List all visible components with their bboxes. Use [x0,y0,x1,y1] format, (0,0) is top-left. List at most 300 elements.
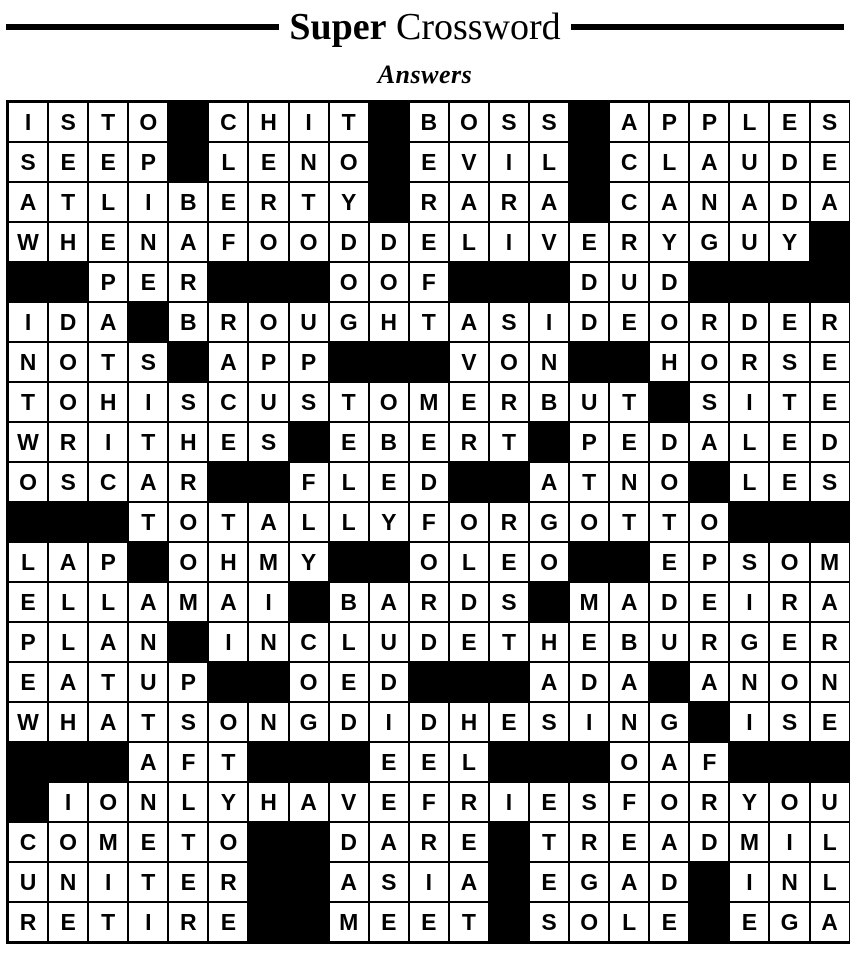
crossword-letter-cell: O [769,782,809,822]
crossword-letter-cell: A [449,302,489,342]
crossword-letter-cell: S [489,582,529,622]
crossword-block-cell [289,262,329,302]
title-text [289,7,560,47]
crossword-block-cell [489,742,529,782]
crossword-letter-cell: D [649,262,689,302]
title-rule-left [6,24,279,30]
crossword-letter-cell: O [289,222,329,262]
crossword-letter-cell: T [409,302,449,342]
crossword-block-cell [8,262,49,302]
crossword-letter-cell: U [369,622,409,662]
crossword-letter-cell: I [248,582,288,622]
crossword-letter-cell: G [289,702,329,742]
crossword-letter-cell: N [810,662,850,702]
crossword-letter-cell: D [329,702,369,742]
crossword-letter-cell: A [369,822,409,862]
crossword-letter-cell: G [649,702,689,742]
crossword-letter-cell: O [48,342,88,382]
title-rule-right [571,24,844,30]
crossword-letter-cell: I [729,582,769,622]
crossword-letter-cell: O [8,462,49,502]
crossword-block-cell [529,422,569,462]
crossword-letter-cell: D [329,822,369,862]
crossword-letter-cell: G [529,502,569,542]
crossword-letter-cell: N [529,342,569,382]
crossword-letter-cell: U [729,222,769,262]
crossword-letter-cell: R [489,502,529,542]
crossword-letter-cell: F [208,222,248,262]
crossword-letter-cell: S [569,782,609,822]
crossword-letter-cell: M [729,822,769,862]
crossword-letter-cell: L [208,142,248,182]
crossword-letter-cell: I [569,702,609,742]
crossword-block-cell [810,742,850,782]
crossword-row [8,422,850,462]
crossword-letter-cell: E [8,582,49,622]
crossword-letter-cell: A [810,182,850,222]
title-word-crossword: Crossword [386,6,561,48]
crossword-letter-cell: B [329,582,369,622]
crossword-letter-cell: Y [769,222,809,262]
crossword-letter-cell: D [369,662,409,702]
crossword-letter-cell: C [289,622,329,662]
crossword-block-cell [689,902,729,943]
crossword-letter-cell: S [689,382,729,422]
crossword-block-cell [8,502,49,542]
crossword-letter-cell: E [569,622,609,662]
crossword-letter-cell: A [649,742,689,782]
crossword-letter-cell: T [329,102,369,143]
crossword-letter-cell: L [329,462,369,502]
crossword-letter-cell: D [769,182,809,222]
crossword-letter-cell: T [128,702,168,742]
crossword-letter-cell: A [88,302,128,342]
crossword-letter-cell: D [569,262,609,302]
crossword-letter-cell: E [810,342,850,382]
crossword-letter-cell: D [729,302,769,342]
crossword-letter-cell: C [609,182,649,222]
crossword-block-cell [208,662,248,702]
crossword-letter-cell: A [369,582,409,622]
crossword-block-cell [8,782,49,822]
crossword-block-cell [168,142,208,182]
crossword-letter-cell: O [489,342,529,382]
crossword-letter-cell: S [769,702,809,742]
crossword-block-cell [8,742,49,782]
crossword-block-cell [569,342,609,382]
crossword-letter-cell: R [48,422,88,462]
crossword-letter-cell: E [409,902,449,943]
crossword-letter-cell: N [609,702,649,742]
crossword-row [8,462,850,502]
crossword-letter-cell: L [48,582,88,622]
crossword-letter-cell: T [329,382,369,422]
crossword-letter-cell: T [128,502,168,542]
crossword-block-cell [168,342,208,382]
crossword-block-cell [769,262,809,302]
crossword-block-cell [248,462,288,502]
crossword-letter-cell: E [609,422,649,462]
crossword-block-cell [168,102,208,143]
crossword-letter-cell: O [369,262,409,302]
crossword-letter-cell: I [489,142,529,182]
crossword-letter-cell: L [168,782,208,822]
crossword-letter-cell: E [168,862,208,902]
crossword-letter-cell: E [88,222,128,262]
crossword-letter-cell: I [409,862,449,902]
crossword-letter-cell: R [449,782,489,822]
crossword-letter-cell: H [649,342,689,382]
crossword-letter-cell: E [329,662,369,702]
crossword-block-cell [729,502,769,542]
crossword-letter-cell: S [529,702,569,742]
crossword-letter-cell: G [689,222,729,262]
crossword-letter-cell: N [689,182,729,222]
crossword-letter-cell: L [329,622,369,662]
crossword-block-cell [569,542,609,582]
crossword-letter-cell: M [329,902,369,943]
crossword-letter-cell: N [48,862,88,902]
crossword-letter-cell: P [88,262,128,302]
crossword-letter-cell: E [329,422,369,462]
crossword-letter-cell: L [449,222,489,262]
crossword-letter-cell: S [168,382,208,422]
crossword-letter-cell: E [48,902,88,943]
crossword-letter-cell: A [8,182,49,222]
crossword-letter-cell: E [409,422,449,462]
crossword-block-cell [248,662,288,702]
crossword-letter-cell: D [769,142,809,182]
crossword-letter-cell: P [88,542,128,582]
crossword-grid [6,100,850,944]
crossword-letter-cell: D [569,302,609,342]
crossword-letter-cell: L [8,542,49,582]
crossword-letter-cell: T [88,662,128,702]
crossword-letter-cell: R [168,902,208,943]
crossword-letter-cell: P [649,102,689,143]
crossword-letter-cell: R [208,302,248,342]
crossword-letter-cell: A [208,582,248,622]
crossword-letter-cell: E [689,582,729,622]
crossword-row [8,902,850,943]
crossword-letter-cell: O [248,302,288,342]
crossword-letter-cell: A [128,462,168,502]
crossword-letter-cell: C [208,382,248,422]
crossword-letter-cell: V [449,342,489,382]
crossword-letter-cell: H [248,782,288,822]
crossword-letter-cell: M [168,582,208,622]
crossword-letter-cell: E [769,422,809,462]
crossword-letter-cell: T [208,742,248,782]
crossword-letter-cell: I [128,902,168,943]
crossword-letter-cell: I [128,382,168,422]
crossword-letter-cell: C [88,462,128,502]
crossword-letter-cell: S [769,342,809,382]
crossword-letter-cell: D [689,822,729,862]
crossword-letter-cell: O [289,662,329,702]
crossword-letter-cell: L [729,422,769,462]
crossword-letter-cell: P [168,662,208,702]
crossword-letter-cell: E [489,702,529,742]
crossword-letter-cell: D [369,222,409,262]
crossword-letter-cell: P [569,422,609,462]
crossword-letter-cell: N [609,462,649,502]
crossword-letter-cell: F [689,742,729,782]
crossword-letter-cell: E [769,302,809,342]
crossword-block-cell [729,742,769,782]
crossword-letter-cell: C [8,822,49,862]
crossword-block-cell [329,542,369,582]
crossword-letter-cell: O [529,542,569,582]
crossword-letter-cell: L [88,182,128,222]
crossword-letter-cell: P [289,342,329,382]
crossword-block-cell [489,902,529,943]
crossword-letter-cell: T [88,102,128,143]
crossword-letter-cell: T [88,902,128,943]
crossword-letter-cell: G [329,302,369,342]
crossword-letter-cell: E [128,822,168,862]
crossword-letter-cell: E [208,422,248,462]
crossword-letter-cell: E [88,142,128,182]
crossword-letter-cell: A [649,822,689,862]
crossword-letter-cell: I [729,862,769,902]
crossword-letter-cell: W [8,702,49,742]
crossword-letter-cell: I [489,222,529,262]
crossword-block-cell [369,542,409,582]
crossword-row [8,502,850,542]
crossword-block-cell [369,142,409,182]
crossword-letter-cell: T [48,182,88,222]
crossword-letter-cell: E [810,142,850,182]
crossword-letter-cell: E [649,902,689,943]
crossword-letter-cell: A [48,662,88,702]
crossword-letter-cell: A [689,662,729,702]
crossword-block-cell [529,582,569,622]
crossword-block-cell [329,742,369,782]
crossword-row [8,342,850,382]
crossword-letter-cell: H [248,102,288,143]
crossword-letter-cell: O [208,822,248,862]
crossword-block-cell [489,822,529,862]
crossword-letter-cell: R [409,822,449,862]
crossword-block-cell [489,462,529,502]
crossword-letter-cell: D [409,702,449,742]
crossword-block-cell [609,342,649,382]
crossword-letter-cell: D [329,222,369,262]
crossword-letter-cell: Y [729,782,769,822]
crossword-letter-cell: I [8,302,49,342]
crossword-letter-cell: H [369,302,409,342]
crossword-row [8,302,850,342]
crossword-letter-cell: B [529,382,569,422]
crossword-block-cell [409,662,449,702]
crossword-letter-cell: R [409,182,449,222]
crossword-block-cell [569,142,609,182]
crossword-grid-body [8,102,850,943]
crossword-letter-cell: O [689,342,729,382]
crossword-letter-cell: E [449,822,489,862]
crossword-letter-cell: M [88,822,128,862]
crossword-letter-cell: T [168,822,208,862]
crossword-letter-cell: A [609,582,649,622]
crossword-block-cell [289,582,329,622]
crossword-letter-cell: H [48,702,88,742]
crossword-letter-cell: I [769,822,809,862]
crossword-letter-cell: T [569,462,609,502]
crossword-letter-cell: T [8,382,49,422]
crossword-letter-cell: O [48,382,88,422]
crossword-letter-cell: A [329,862,369,902]
crossword-letter-cell: T [289,182,329,222]
crossword-block-cell [569,742,609,782]
crossword-letter-cell: I [489,782,529,822]
crossword-letter-cell: R [248,182,288,222]
crossword-letter-cell: O [769,542,809,582]
crossword-letter-cell: R [489,182,529,222]
crossword-letter-cell: E [769,622,809,662]
page-title [0,0,850,48]
crossword-letter-cell: C [609,142,649,182]
crossword-letter-cell: L [810,822,850,862]
crossword-letter-cell: A [810,902,850,943]
crossword-block-cell [489,862,529,902]
crossword-letter-cell: R [689,622,729,662]
crossword-letter-cell: T [128,422,168,462]
crossword-letter-cell: I [369,702,409,742]
crossword-row [8,142,850,182]
crossword-letter-cell: S [729,542,769,582]
crossword-letter-cell: R [409,582,449,622]
crossword-row [8,102,850,143]
crossword-letter-cell: A [529,662,569,702]
crossword-letter-cell: V [529,222,569,262]
crossword-row [8,662,850,702]
crossword-letter-cell: E [769,102,809,143]
crossword-letter-cell: O [329,262,369,302]
crossword-letter-cell: R [449,422,489,462]
crossword-letter-cell: O [48,822,88,862]
crossword-block-cell [449,462,489,502]
crossword-letter-cell: H [529,622,569,662]
crossword-letter-cell: E [128,262,168,302]
crossword-block-cell [248,902,288,943]
crossword-letter-cell: E [369,782,409,822]
crossword-letter-cell: M [810,542,850,582]
crossword-block-cell [529,742,569,782]
crossword-block-cell [649,662,689,702]
crossword-letter-cell: T [489,422,529,462]
crossword-block-cell [248,822,288,862]
crossword-letter-cell: I [88,422,128,462]
crossword-letter-cell: D [649,422,689,462]
crossword-letter-cell: R [168,462,208,502]
crossword-letter-cell: E [609,822,649,862]
crossword-letter-cell: A [88,622,128,662]
crossword-block-cell [289,742,329,782]
crossword-letter-cell: H [208,542,248,582]
crossword-row [8,262,850,302]
crossword-letter-cell: H [48,222,88,262]
crossword-letter-cell: A [128,582,168,622]
crossword-letter-cell: E [769,462,809,502]
crossword-letter-cell: I [729,382,769,422]
crossword-letter-cell: S [810,462,850,502]
crossword-block-cell [810,262,850,302]
crossword-letter-cell: R [489,382,529,422]
crossword-block-cell [168,622,208,662]
crossword-block-cell [289,862,329,902]
crossword-letter-cell: L [649,142,689,182]
crossword-block-cell [48,742,88,782]
crossword-letter-cell: U [248,382,288,422]
crossword-row [8,542,850,582]
crossword-letter-cell: N [128,222,168,262]
crossword-letter-cell: L [48,622,88,662]
crossword-letter-cell: B [369,422,409,462]
crossword-block-cell [88,742,128,782]
crossword-letter-cell: A [609,102,649,143]
crossword-letter-cell: E [208,182,248,222]
crossword-letter-cell: E [8,662,49,702]
crossword-letter-cell: P [689,542,729,582]
crossword-letter-cell: U [609,262,649,302]
crossword-letter-cell: A [208,342,248,382]
crossword-letter-cell: U [649,622,689,662]
crossword-letter-cell: T [88,342,128,382]
crossword-letter-cell: L [88,582,128,622]
crossword-letter-cell: D [569,662,609,702]
crossword-letter-cell: S [289,382,329,422]
crossword-block-cell [569,182,609,222]
crossword-letter-cell: I [208,622,248,662]
crossword-letter-cell: O [248,222,288,262]
crossword-letter-cell: H [88,382,128,422]
crossword-letter-cell: E [369,902,409,943]
crossword-letter-cell: I [729,702,769,742]
crossword-letter-cell: E [810,702,850,742]
crossword-letter-cell: L [729,462,769,502]
crossword-block-cell [569,102,609,143]
crossword-letter-cell: N [769,862,809,902]
crossword-letter-cell: E [649,542,689,582]
crossword-letter-cell: M [248,542,288,582]
crossword-letter-cell: E [569,222,609,262]
crossword-letter-cell: O [649,302,689,342]
crossword-block-cell [449,662,489,702]
crossword-block-cell [769,742,809,782]
crossword-letter-cell: W [8,422,49,462]
crossword-letter-cell: S [128,342,168,382]
crossword-letter-cell: B [168,182,208,222]
crossword-letter-cell: T [609,382,649,422]
crossword-letter-cell: U [128,662,168,702]
crossword-block-cell [208,462,248,502]
crossword-letter-cell: P [248,342,288,382]
crossword-letter-cell: D [649,582,689,622]
crossword-letter-cell: S [168,702,208,742]
crossword-letter-cell: B [609,622,649,662]
crossword-letter-cell: A [168,222,208,262]
crossword-letter-cell: R [168,262,208,302]
crossword-block-cell [529,262,569,302]
crossword-letter-cell: E [810,382,850,422]
answers-subtitle: Answers [377,60,473,89]
crossword-letter-cell: D [649,862,689,902]
crossword-letter-cell: T [609,502,649,542]
crossword-letter-cell: S [48,102,88,143]
crossword-letter-cell: E [409,142,449,182]
crossword-letter-cell: I [8,102,49,143]
